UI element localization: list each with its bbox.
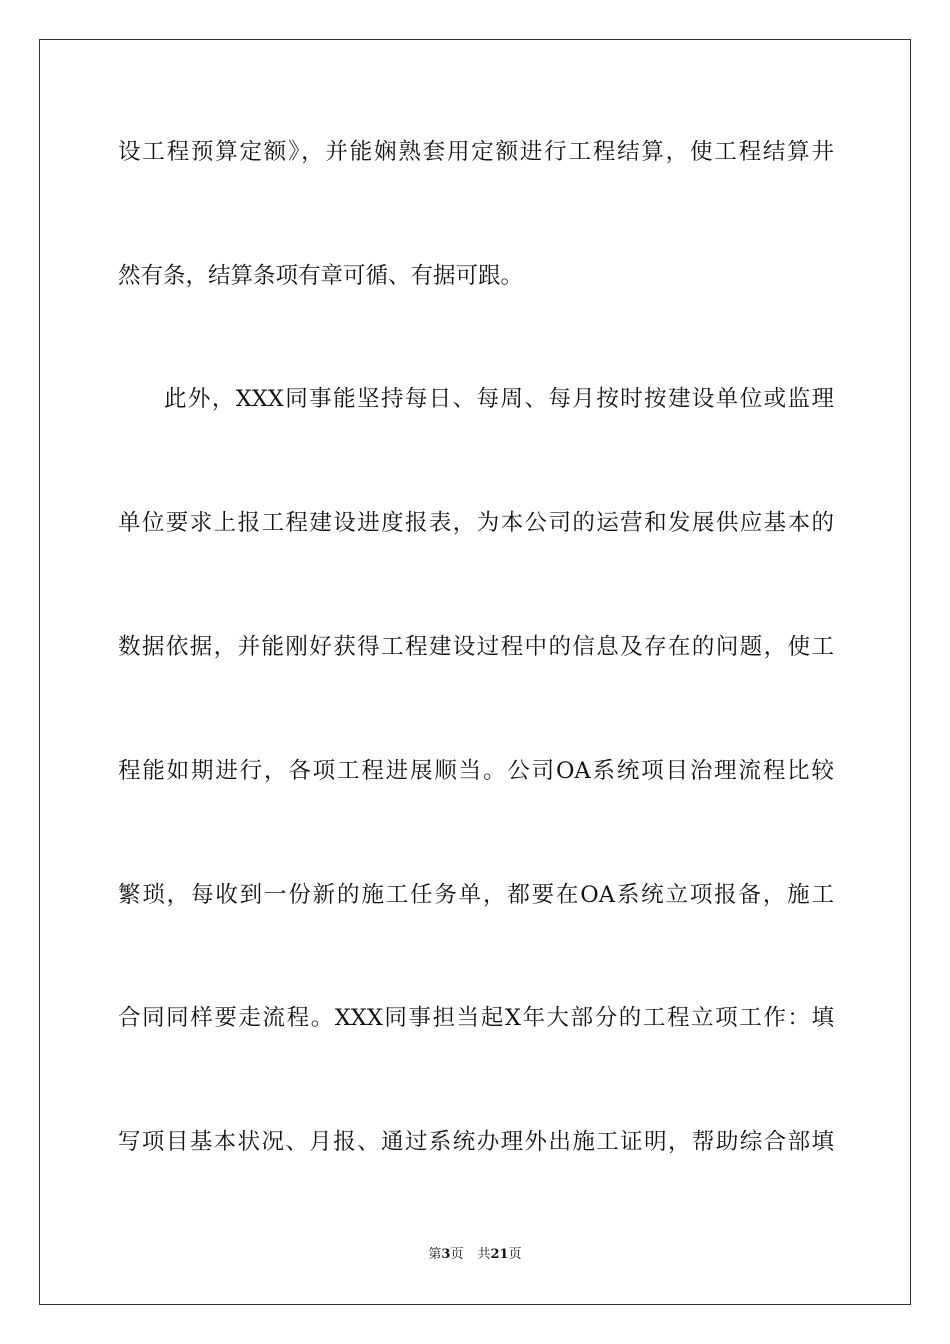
body-text-line: 然有条，结算条项有章可循、有据可跟。 [118,263,524,289]
body-text-line: 繁琐，每收到一份新的施工任务单，都要在OA系统立项报备，施工 [118,882,834,908]
total-pages: 21 [490,1247,509,1262]
page-suffix: 页 [450,1247,464,1262]
body-text-line: 单位要求上报工程建设进度报表，为本公司的运营和发展供应基本的 [118,510,834,536]
body-text-line: 数据依据，并能刚好获得工程建设过程中的信息及存在的问题，使工 [118,634,834,660]
body-text-line: 合同同样要走流程。XXX同事担当起X年大部分的工程立项工作：填 [118,1005,834,1031]
page-number: 3 [441,1247,451,1262]
page-prefix: 第 [428,1247,442,1262]
total-suffix: 页 [508,1247,522,1262]
body-text-line: 写项目基本状况、月报、通过系统办理外出施工证明，帮助综合部填 [118,1129,834,1155]
body-text-line: 程能如期进行，各项工程进展顺当。公司OA系统项目治理流程比较 [118,758,834,784]
total-prefix: 共 [477,1247,491,1262]
body-text-line: 设工程预算定额》，并能娴熟套用定额进行工程结算，使工程结算井 [118,139,834,165]
page-footer [0,1246,950,1264]
paragraph-first-line: 此外，XXX同事能坚持每日、每周、每月按时按建设单位或监理 [164,386,834,412]
page-border [39,39,911,1305]
